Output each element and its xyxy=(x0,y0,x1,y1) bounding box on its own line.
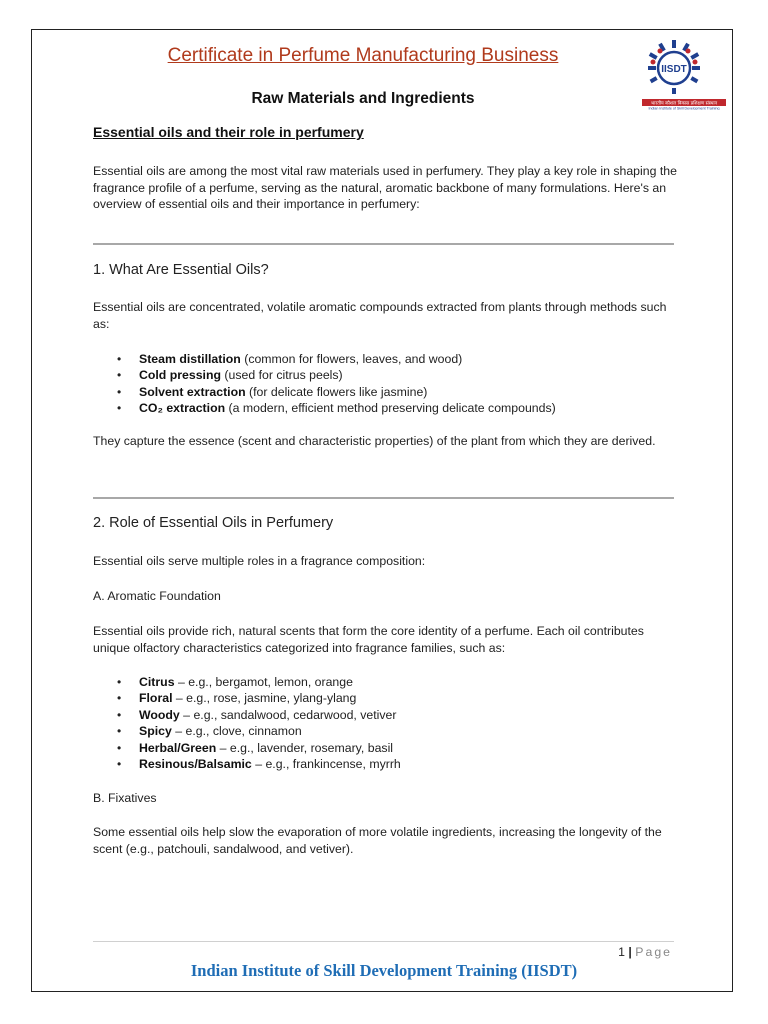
divider-2 xyxy=(93,497,674,499)
list-item: • Cold pressing (used for citrus peels) xyxy=(117,368,343,383)
list-item: • Woody – e.g., sandalwood, cedarwood, vetiver xyxy=(117,707,397,722)
section2-paragraph: Essential oils serve multiple roles in a fragrance composition: xyxy=(93,554,426,568)
logo-caption-hindi: भारतीय कौशल विकास प्रशिक्षण संस्थान xyxy=(650,101,718,107)
logo-text: IISDT xyxy=(661,64,687,75)
section-heading: Essential oils and their role in perfumery xyxy=(93,124,364,140)
list-item: • Solvent extraction (for delicate flowers like jasmine) xyxy=(117,384,428,399)
subsection-b-heading: B. Fixatives xyxy=(93,791,157,805)
section1-heading: 1. What Are Essential Oils? xyxy=(93,262,269,278)
intro-paragraph: Essential oils are among the most vital raw materials used in perfumery. They play a key role in shaping the fragrance profile of a perfume, serving as the natural, aromatic backbone of many formulations. Here's an overview of essential oils and their importance in perfumery: xyxy=(93,164,677,211)
logo-emblem xyxy=(648,40,700,94)
course-title: Certificate in Perfume Manufacturing Business xyxy=(167,45,559,66)
section1-closing: They capture the essence (scent and characteristic properties) of the plant from which they are derived. xyxy=(93,434,656,448)
footer-divider xyxy=(93,941,674,942)
list-item: • Steam distillation (common for flowers, leaves, and wood) xyxy=(117,352,463,366)
section2-heading: 2. Role of Essential Oils in Perfumery xyxy=(93,515,334,531)
fragrance-families-list xyxy=(93,674,683,772)
subsection-a-heading: A. Aromatic Foundation xyxy=(93,589,221,603)
footer-organization: Indian Institute of Skill Development Training (IISDT) xyxy=(190,961,578,980)
extraction-methods-list xyxy=(93,351,683,417)
subsection-a-paragraph: Essential oils provide rich, natural scents that form the core identity of a perfume. Each oil contributes unique olfactory characteristics categorized into fragrance families, such as: xyxy=(93,624,644,655)
list-item: • CO₂ extraction (a modern, efficient method preserving delicate compounds) xyxy=(117,401,556,416)
page-number: 1 | Page xyxy=(618,945,672,959)
logo-caption-english: Indian Institute of Skill Development Training xyxy=(648,106,720,110)
list-item: • Citrus – e.g., bergamot, lemon, orange xyxy=(117,675,353,689)
list-item: • Resinous/Balsamic – e.g., frankincense, myrrh xyxy=(117,757,401,772)
list-item: • Floral – e.g., rose, jasmine, ylang-ylang xyxy=(117,691,357,706)
divider-1 xyxy=(93,243,674,245)
list-item: • Spicy – e.g., clove, cinnamon xyxy=(117,724,302,739)
section1-paragraph: Essential oils are concentrated, volatile aromatic compounds extracted from plants through methods such as: xyxy=(93,300,667,331)
page-heading: Raw Materials and Ingredients xyxy=(251,90,475,107)
list-item: • Herbal/Green – e.g., lavender, rosemary, basil xyxy=(117,740,394,755)
subsection-b-paragraph: Some essential oils help slow the evaporation of more volatile ingredients, increasing the longevity of the scent (e.g., patchouli, sandalwood, and vetiver). xyxy=(93,825,662,856)
